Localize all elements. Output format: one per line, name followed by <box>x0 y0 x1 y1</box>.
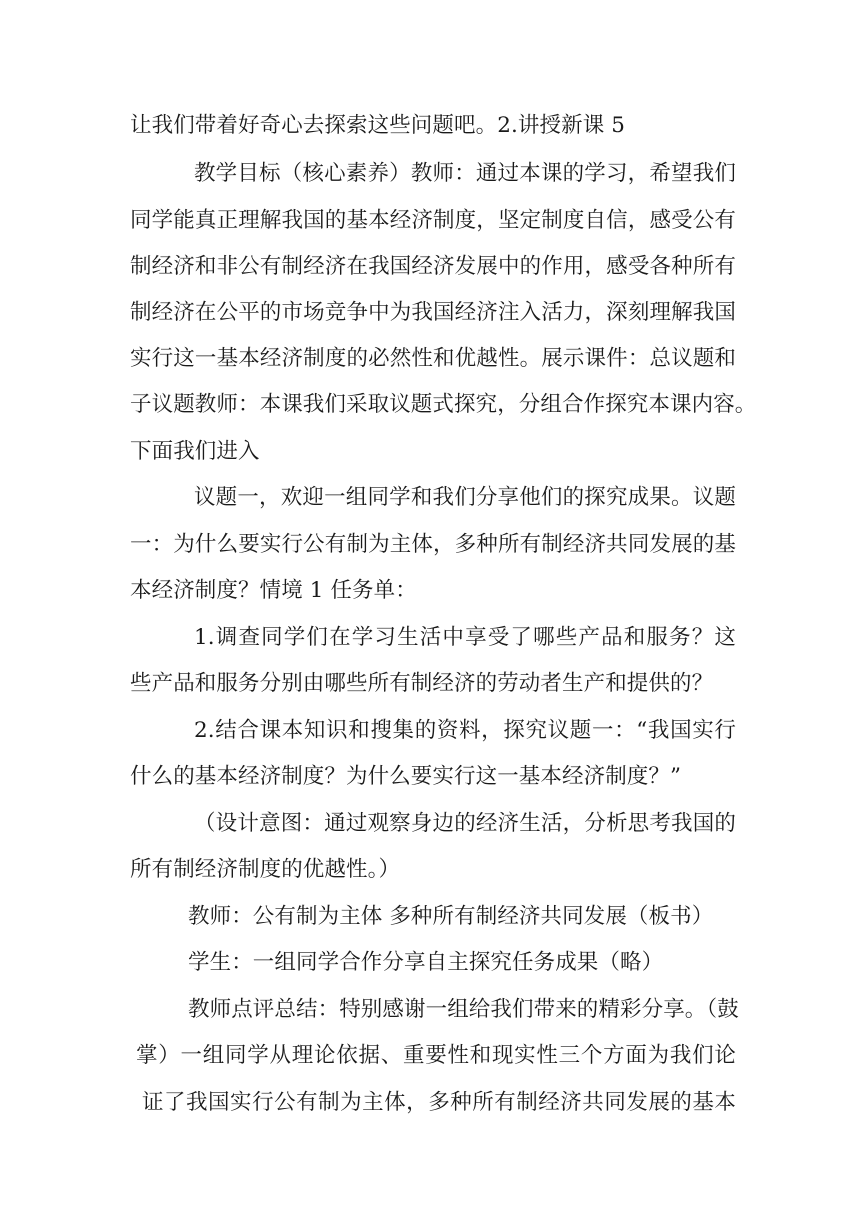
text-line: 掌）一组同学从理论依据、重要性和现实性三个方面为我们论 <box>136 1043 736 1068</box>
text-line: 所有制经济制度的优越性。） <box>130 857 401 882</box>
paragraph-first-line: 2.结合课本知识和搜集的资料，探究议题一：“我国实行 <box>194 718 736 743</box>
text-line: 让我们带着好奇心去探索这些问题吧。2.讲授新课 5 <box>130 113 626 138</box>
text-line: 子议题教师：本课我们采取议题式探究，分组合作探究本课内容。 <box>130 392 757 417</box>
text-line: 同学能真正理解我国的基本经济制度，坚定制度自信，感受公有 <box>130 208 736 233</box>
text-line: 证了我国实行公有制为主体，多种所有制经济共同发展的基本 <box>142 1090 736 1115</box>
text-line: 下面我们进入 <box>130 439 260 464</box>
paragraph-first-line: 1.调查同学们在学习生活中享受了哪些产品和服务？这 <box>194 625 736 650</box>
paragraph-first-line: （设计意图：通过观察身边的经济生活，分析思考我国的 <box>194 811 736 836</box>
text-line: 制经济在公平的市场竞争中为我国经济注入活力，深刻理解我国 <box>130 300 736 325</box>
text-line: 制经济和非公有制经济在我国经济发展中的作用，感受各种所有 <box>130 254 736 279</box>
text-line: 什么的基本经济制度？为什么要实行这一基本经济制度？” <box>130 764 682 789</box>
text-line: 本经济制度？情境 1 任务单： <box>130 578 417 603</box>
paragraph-first-line: 教学目标（核心素养）教师：通过本课的学习，希望我们 <box>194 161 736 186</box>
text-line: 实行这一基本经济制度的必然性和优越性。展示课件：总议题和 <box>130 346 736 371</box>
paragraph-first-line: 学生：一组同学合作分享自主探究任务成果（略） <box>188 950 664 975</box>
paragraph-first-line: 教师：公有制为主体 多种所有制经济共同发展（板书） <box>188 904 714 929</box>
text-line: 些产品和服务分别由哪些所有制经济的劳动者生产和提供的？ <box>130 671 714 696</box>
paragraph-first-line: 教师点评总结：特别感谢一组给我们带来的精彩分享。（鼓 <box>188 997 739 1022</box>
text-line: 一：为什么要实行公有制为主体，多种所有制经济共同发展的基 <box>130 532 736 557</box>
paragraph-first-line: 议题一，欢迎一组同学和我们分享他们的探究成果。议题 <box>194 485 736 510</box>
